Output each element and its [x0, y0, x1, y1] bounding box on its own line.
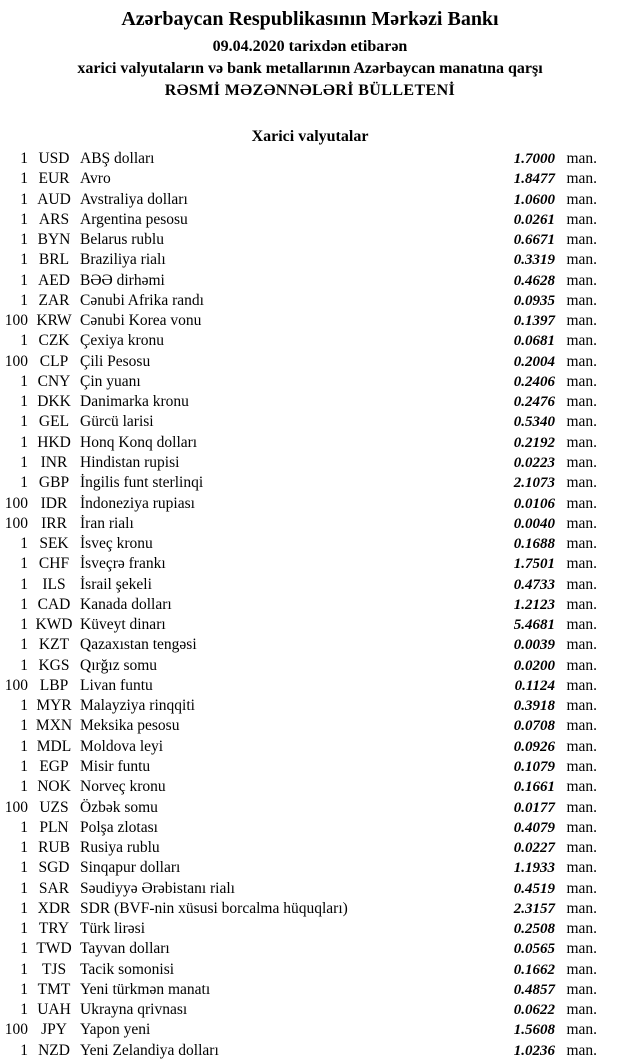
currency-name-cell: Özbək somu	[80, 798, 158, 816]
rate-cell: 0.0622	[513, 1002, 555, 1019]
currency-code-cell: PLN	[39, 818, 69, 836]
unit-cell: man.	[566, 676, 597, 694]
rate-cell: 1.7000	[513, 151, 555, 167]
quantity-cell: 100	[4, 494, 28, 512]
currency-code-cell: ILS	[42, 575, 66, 593]
rate-cell: 0.0261	[513, 211, 555, 228]
table-row	[0, 554, 620, 574]
currency-code-cell: JPY	[41, 1021, 67, 1039]
currency-name-cell: Gürcü larisi	[80, 413, 154, 431]
table-row	[0, 331, 620, 351]
rate-cell: 0.0223	[513, 454, 555, 471]
rate-cell: 0.4628	[513, 272, 555, 289]
table-row	[0, 635, 620, 655]
currency-code-cell: EGP	[39, 757, 69, 775]
currency-code-cell: DKK	[37, 393, 71, 411]
currency-name-cell: Cənubi Korea vonu	[80, 312, 202, 330]
currency-name-cell: İsveçrə frankı	[80, 555, 166, 573]
quantity-cell: 1	[20, 575, 28, 593]
unit-cell: man.	[566, 757, 597, 775]
quantity-cell: 1	[20, 717, 28, 735]
unit-cell: man.	[566, 291, 597, 309]
currency-name-cell: Çili Pesosu	[80, 352, 151, 370]
unit-cell: man.	[566, 595, 597, 613]
quantity-cell: 100	[4, 312, 28, 330]
rate-cell: 0.0926	[513, 738, 555, 755]
currency-name-cell: Kanada dolları	[80, 595, 172, 613]
unit-cell: man.	[566, 980, 597, 998]
rate-cell: 0.0935	[513, 292, 555, 309]
rate-cell: 0.4079	[513, 819, 555, 836]
currency-name-cell: Livan funtu	[80, 676, 153, 694]
quantity-cell: 1	[20, 757, 28, 775]
rate-cell: 1.5608	[513, 1022, 555, 1039]
unit-cell: man.	[566, 940, 597, 958]
currency-name-cell: Küveyt dinarı	[80, 616, 166, 634]
unit-cell: man.	[566, 535, 597, 553]
quantity-cell: 1	[20, 453, 28, 471]
unit-cell: man.	[566, 271, 597, 289]
currency-code-cell: NZD	[38, 1041, 70, 1059]
table-row	[0, 858, 620, 878]
table-row	[0, 291, 620, 311]
table-row	[0, 656, 620, 676]
unit-cell: man.	[566, 818, 597, 836]
unit-cell: man.	[566, 717, 597, 735]
document-header	[0, 0, 620, 99]
rate-cell: 0.0040	[513, 515, 555, 532]
currency-code-cell: CHF	[38, 555, 70, 573]
rate-cell: 1.1933	[513, 860, 555, 877]
quantity-cell: 1	[20, 818, 28, 836]
table-row	[0, 777, 620, 797]
unit-cell: man.	[566, 879, 597, 897]
currency-name-cell: Honq Konq dolları	[80, 433, 198, 451]
rate-cell: 0.6671	[513, 232, 555, 249]
currency-name-cell: Sinqapur dolları	[80, 859, 181, 877]
currency-code-cell: XDR	[37, 899, 71, 917]
currency-name-cell: Malayziya rinqqiti	[80, 697, 195, 715]
rate-cell: 0.3319	[513, 252, 555, 269]
unit-cell: man.	[566, 616, 597, 634]
quantity-cell: 1	[20, 879, 28, 897]
table-row	[0, 818, 620, 838]
unit-cell: man.	[566, 170, 597, 188]
quantity-cell: 1	[20, 737, 28, 755]
quantity-cell: 1	[20, 251, 28, 269]
quantity-cell: 100	[4, 514, 28, 532]
quantity-cell: 1	[20, 980, 28, 998]
table-row	[0, 757, 620, 777]
rate-cell: 2.1073	[513, 475, 555, 492]
currency-code-cell: INR	[40, 453, 68, 471]
table-row	[0, 453, 620, 473]
rates-table	[0, 149, 620, 1061]
unit-cell: man.	[566, 798, 597, 816]
quantity-cell: 100	[4, 1021, 28, 1039]
table-row	[0, 352, 620, 372]
currency-code-cell: KGS	[38, 656, 70, 674]
currency-name-cell: Tayvan dolları	[80, 940, 170, 958]
table-row	[0, 696, 620, 716]
unit-cell: man.	[566, 899, 597, 917]
table-row	[0, 919, 620, 939]
currency-name-cell: Avstraliya dolları	[80, 190, 188, 208]
currency-name-cell: Qırğız somu	[80, 656, 158, 674]
unit-cell: man.	[566, 656, 597, 674]
currency-code-cell: BRL	[38, 251, 70, 269]
rate-cell: 0.1688	[513, 536, 555, 553]
rate-cell: 0.4733	[513, 576, 555, 593]
rate-cell: 0.1124	[514, 677, 555, 694]
currency-name-cell: Çin yuanı	[80, 372, 141, 390]
table-row	[0, 615, 620, 635]
unit-cell: man.	[566, 514, 597, 532]
currency-code-cell: UAH	[37, 1001, 71, 1019]
currency-name-cell: Argentina pesosu	[80, 210, 188, 228]
currency-code-cell: NOK	[37, 778, 71, 796]
currency-code-cell: CZK	[38, 332, 70, 350]
unit-cell: man.	[566, 150, 597, 167]
quantity-cell: 1	[20, 1001, 28, 1019]
rate-cell: 1.8477	[513, 171, 555, 188]
currency-name-cell: Türk lirəsi	[80, 920, 145, 938]
table-row	[0, 190, 620, 210]
unit-cell: man.	[566, 636, 597, 654]
rate-cell: 0.2004	[513, 353, 555, 370]
unit-cell: man.	[566, 737, 597, 755]
table-row	[0, 230, 620, 250]
table-row	[0, 514, 620, 534]
quantity-cell: 1	[20, 433, 28, 451]
unit-cell: man.	[566, 920, 597, 938]
table-row	[0, 1000, 620, 1020]
currency-code-cell: IDR	[40, 494, 68, 512]
currency-name-cell: SDR (BVF-nin xüsusi borcalma hüquqları)	[80, 899, 348, 917]
quantity-cell: 1	[20, 535, 28, 553]
currency-code-cell: CAD	[37, 595, 71, 613]
currency-code-cell: KWD	[35, 616, 73, 634]
unit-cell: man.	[566, 231, 597, 249]
unit-cell: man.	[566, 312, 597, 330]
quantity-cell: 100	[4, 352, 28, 370]
table-row	[0, 899, 620, 919]
table-row	[0, 939, 620, 959]
table-row	[0, 534, 620, 554]
currency-code-cell: LBP	[39, 676, 69, 694]
currency-name-cell: Yeni Zelandiya dolları	[80, 1041, 219, 1059]
quantity-cell: 1	[20, 839, 28, 857]
unit-cell: man.	[566, 494, 597, 512]
unit-cell: man.	[566, 555, 597, 573]
table-row	[0, 392, 620, 412]
currency-code-cell: BYN	[37, 231, 71, 249]
quantity-cell: 1	[20, 271, 28, 289]
unit-cell: man.	[566, 697, 597, 715]
table-row	[0, 412, 620, 432]
rate-cell: 1.0236	[513, 1042, 555, 1059]
currency-name-cell: ABŞ dolları	[80, 150, 155, 167]
quantity-cell: 1	[20, 190, 28, 208]
quantity-cell: 1	[20, 372, 28, 390]
rate-cell: 1.2123	[513, 596, 555, 613]
rate-cell: 0.1397	[513, 313, 555, 330]
unit-cell: man.	[566, 859, 597, 877]
table-row	[0, 271, 620, 291]
table-row	[0, 372, 620, 392]
quantity-cell: 100	[4, 676, 28, 694]
currency-code-cell: IRR	[41, 514, 67, 532]
rate-cell: 0.2192	[513, 434, 555, 451]
rate-cell: 0.1661	[513, 779, 555, 796]
currency-code-cell: AED	[38, 271, 70, 289]
rate-cell: 0.3918	[513, 698, 555, 715]
quantity-cell: 1	[20, 332, 28, 350]
quantity-cell: 1	[20, 697, 28, 715]
rate-cell: 0.0200	[513, 657, 555, 674]
currency-code-cell: MXN	[35, 717, 73, 735]
currency-code-cell: USD	[38, 150, 70, 167]
currency-name-cell: Danimarka kronu	[80, 393, 189, 411]
currency-name-cell: Tacik somonisi	[80, 960, 175, 978]
table-row	[0, 716, 620, 736]
bank-name: Azərbaycan Respublikasının Mərkəzi Bankı	[121, 8, 499, 30]
table-row	[0, 879, 620, 899]
currency-code-cell: GEL	[38, 413, 70, 431]
table-row	[0, 494, 620, 514]
bulletin-title: RƏSMİ MƏZƏNNƏLƏRİ BÜLLETENİ	[164, 82, 456, 99]
quantity-cell: 1	[20, 413, 28, 431]
quantity-cell: 1	[20, 474, 28, 492]
rate-cell: 1.7501	[513, 556, 555, 573]
rate-cell: 0.2476	[513, 394, 555, 411]
unit-cell: man.	[566, 839, 597, 857]
currency-code-cell: KRW	[36, 312, 72, 330]
currency-name-cell: Moldova leyi	[80, 737, 164, 755]
currency-name-cell: Yeni türkmən manatı	[80, 980, 211, 998]
table-row	[0, 838, 620, 858]
quantity-cell: 1	[20, 960, 28, 978]
unit-cell: man.	[566, 778, 597, 796]
currency-name-cell: İsveç kronu	[80, 535, 153, 553]
currency-name-cell: Yapon yeni	[80, 1021, 151, 1039]
unit-cell: man.	[566, 1021, 597, 1039]
quantity-cell: 1	[20, 291, 28, 309]
currency-name-cell: İndoneziya rupiası	[80, 494, 195, 512]
currency-name-cell: Belarus rublu	[80, 231, 164, 249]
unit-cell: man.	[566, 433, 597, 451]
quantity-cell: 1	[20, 150, 28, 167]
currency-code-cell: GBP	[38, 474, 70, 492]
effective-date-line: 09.04.2020 tarixdən etibarən	[212, 38, 408, 55]
unit-cell: man.	[566, 332, 597, 350]
currency-name-cell: Norveç kronu	[80, 778, 166, 796]
quantity-cell: 1	[20, 778, 28, 796]
currency-name-cell: Çexiya kronu	[80, 332, 164, 350]
unit-cell: man.	[566, 352, 597, 370]
currency-code-cell: TMT	[37, 980, 71, 998]
currency-code-cell: TRY	[38, 920, 70, 938]
rate-cell: 0.0681	[513, 333, 555, 350]
rate-cell: 0.0708	[513, 718, 555, 735]
currency-name-cell: Hindistan rupisi	[80, 453, 180, 471]
currency-name-cell: Meksika pesosu	[80, 717, 180, 735]
currency-name-cell: Rusiya rublu	[80, 839, 160, 857]
currency-name-cell: BƏƏ dirhəmi	[80, 271, 165, 289]
subject-line: xarici valyutaların və bank metallarının Azərbaycan manatına qarşı	[77, 60, 543, 77]
currency-code-cell: UZS	[39, 798, 69, 816]
unit-cell: man.	[566, 413, 597, 431]
currency-code-cell: TWD	[36, 940, 72, 958]
rate-cell: 0.2508	[513, 921, 555, 938]
currency-name-cell: İran rialı	[80, 514, 134, 532]
rate-cell: 1.0600	[513, 191, 555, 208]
table-row	[0, 737, 620, 757]
currency-code-cell: SEK	[39, 535, 69, 553]
quantity-cell: 1	[20, 1041, 28, 1059]
table-row	[0, 575, 620, 595]
currency-code-cell: TJS	[41, 960, 67, 978]
table-row	[0, 1041, 620, 1061]
quantity-cell: 1	[20, 940, 28, 958]
table-row	[0, 1020, 620, 1040]
quantity-cell: 1	[20, 616, 28, 634]
rate-cell: 0.0177	[513, 799, 555, 816]
currency-code-cell: AUD	[37, 190, 71, 208]
table-row	[0, 798, 620, 818]
table-row	[0, 473, 620, 493]
quantity-cell: 1	[20, 656, 28, 674]
currency-code-cell: ARS	[38, 210, 70, 228]
quantity-cell: 1	[20, 231, 28, 249]
table-row	[0, 311, 620, 331]
currency-code-cell: SGD	[38, 859, 70, 877]
currency-code-cell: MYR	[36, 697, 72, 715]
quantity-cell: 1	[20, 555, 28, 573]
table-row	[0, 210, 620, 230]
unit-cell: man.	[566, 190, 597, 208]
quantity-cell: 1	[20, 210, 28, 228]
rate-cell: 0.0565	[513, 941, 555, 958]
unit-cell: man.	[566, 453, 597, 471]
rate-cell: 0.2406	[513, 373, 555, 390]
currency-code-cell: CLP	[39, 352, 69, 370]
table-row	[0, 250, 620, 270]
currency-name-cell: Qazaxıstan tengəsi	[80, 636, 197, 654]
rate-cell: 0.1079	[513, 758, 555, 775]
currency-code-cell: RUB	[38, 839, 70, 857]
table-row	[0, 595, 620, 615]
quantity-cell: 1	[20, 859, 28, 877]
currency-code-cell: ZAR	[38, 291, 70, 309]
currency-name-cell: İsrail şekeli	[80, 575, 152, 593]
rate-cell: 0.0039	[513, 637, 555, 654]
unit-cell: man.	[566, 1041, 597, 1059]
currency-code-cell: KZT	[38, 636, 70, 654]
unit-cell: man.	[566, 251, 597, 269]
currency-name-cell: Ukrayna qrivnası	[80, 1001, 188, 1019]
table-row	[0, 433, 620, 453]
currency-code-cell: EUR	[38, 170, 70, 188]
currency-name-cell: Braziliya rialı	[80, 251, 166, 269]
unit-cell: man.	[566, 474, 597, 492]
table-row	[0, 960, 620, 980]
unit-cell: man.	[566, 393, 597, 411]
quantity-cell: 1	[20, 636, 28, 654]
quantity-cell: 100	[4, 798, 28, 816]
currency-code-cell: SAR	[38, 879, 70, 897]
section-title-foreign-currencies: Xarici valyutalar	[251, 128, 369, 145]
currency-name-cell: Cənubi Afrika randı	[80, 291, 204, 309]
quantity-cell: 1	[20, 595, 28, 613]
rate-cell: 0.5340	[513, 414, 555, 431]
table-row	[0, 980, 620, 1000]
rate-cell: 0.4519	[513, 880, 555, 897]
table-row	[0, 149, 620, 169]
currency-name-cell: Səudiyyə Ərəbistanı rialı	[80, 879, 235, 897]
rate-cell: 0.0106	[513, 495, 555, 512]
unit-cell: man.	[566, 960, 597, 978]
quantity-cell: 1	[20, 170, 28, 188]
currency-name-cell: Avro	[80, 170, 111, 188]
currency-code-cell: CNY	[37, 372, 71, 390]
unit-cell: man.	[566, 575, 597, 593]
currency-name-cell: Misir funtu	[80, 757, 151, 775]
table-row	[0, 169, 620, 189]
currency-name-cell: Polşa zlotası	[80, 818, 158, 836]
currency-code-cell: HKD	[37, 433, 71, 451]
rate-cell: 0.1662	[513, 961, 555, 978]
unit-cell: man.	[566, 372, 597, 390]
quantity-cell: 1	[20, 899, 28, 917]
currency-name-cell: İngilis funt sterlinqi	[80, 474, 204, 492]
currency-code-cell: MDL	[36, 737, 72, 755]
rate-cell: 0.4857	[513, 981, 555, 998]
unit-cell: man.	[566, 210, 597, 228]
table-row	[0, 676, 620, 696]
rate-cell: 5.4681	[513, 617, 555, 634]
quantity-cell: 1	[20, 393, 28, 411]
unit-cell: man.	[566, 1001, 597, 1019]
rate-cell: 0.0227	[513, 840, 555, 857]
rate-cell: 2.3157	[513, 900, 555, 917]
quantity-cell: 1	[20, 920, 28, 938]
